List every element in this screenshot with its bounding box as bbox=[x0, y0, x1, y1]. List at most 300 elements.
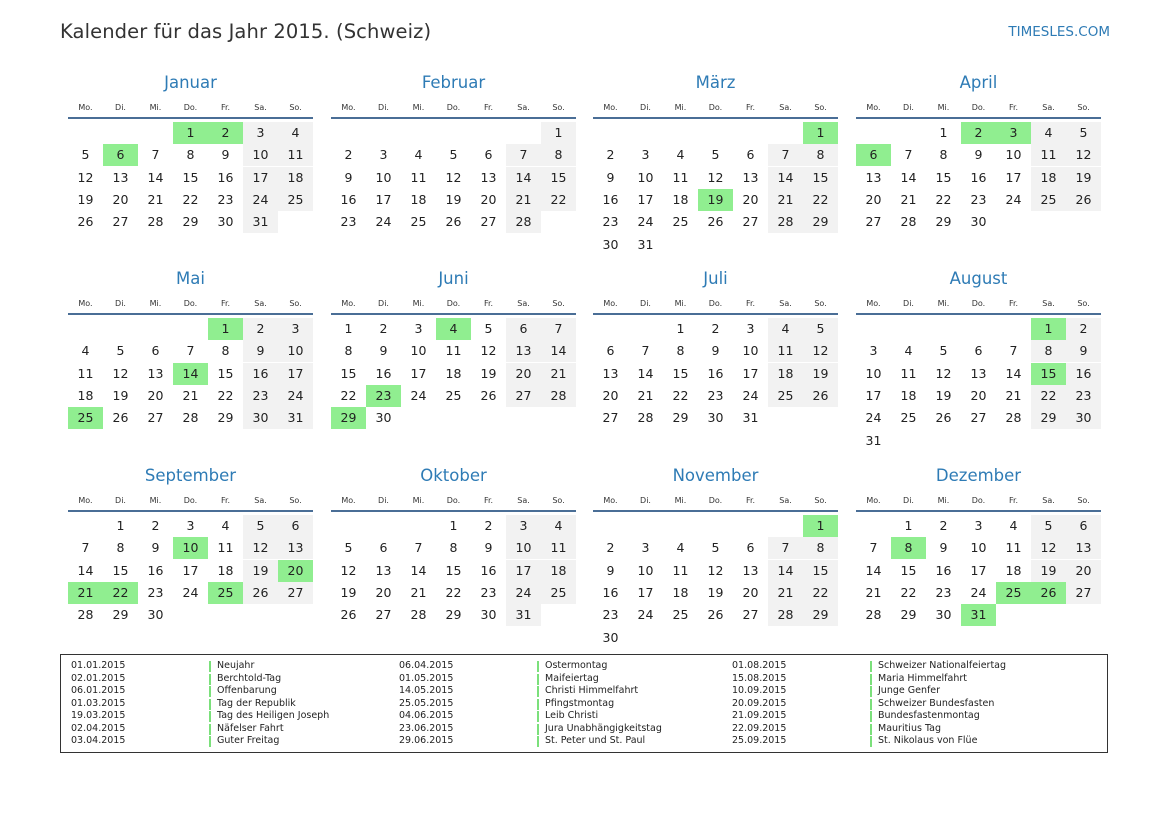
day-cell: 1 bbox=[676, 321, 685, 336]
day-cell: 18 bbox=[768, 363, 803, 385]
day-cell: 27 bbox=[375, 607, 392, 623]
day-cell: 20 bbox=[742, 584, 759, 600]
weekday-label: Do. bbox=[708, 103, 723, 112]
weekday-label: So. bbox=[552, 496, 565, 505]
day-cell: 24 bbox=[1005, 191, 1022, 207]
weekday-label: Do. bbox=[971, 496, 986, 505]
day-cell: 15 bbox=[803, 167, 838, 189]
weekday-label: So. bbox=[814, 103, 827, 112]
day-cell: 20 bbox=[970, 387, 987, 403]
day-cell: 12 bbox=[803, 340, 838, 362]
day-cell: 27 bbox=[970, 410, 987, 426]
day-cell: 27 bbox=[742, 607, 759, 623]
day-cell: 29 bbox=[331, 407, 366, 429]
weekday-label: Mo. bbox=[341, 496, 356, 505]
weekday-label: So. bbox=[289, 103, 302, 112]
day-cell: 22 bbox=[803, 189, 838, 211]
weekday-label: So. bbox=[289, 299, 302, 308]
weekday-label: Sa. bbox=[1042, 496, 1055, 505]
weekday-label: Fr. bbox=[1008, 299, 1019, 308]
day-cell: 24 bbox=[970, 584, 987, 600]
weekday-label: Mo. bbox=[603, 496, 618, 505]
weekday-label: Mo. bbox=[866, 496, 881, 505]
holiday-date: 02.01.2015 bbox=[71, 672, 126, 684]
day-cell: 27 bbox=[742, 214, 759, 230]
day-cell: 19 bbox=[480, 365, 497, 381]
holiday-marker bbox=[537, 699, 539, 710]
month-name: Dezember bbox=[935, 466, 1022, 485]
weekday-label: Mo. bbox=[78, 496, 93, 505]
day-cell: 27 bbox=[112, 214, 129, 230]
day-cell: 7 bbox=[641, 343, 650, 359]
day-cell: 3 bbox=[186, 518, 195, 533]
day-cell: 5 bbox=[344, 540, 353, 556]
day-cell: 18 bbox=[77, 387, 94, 403]
day-cell: 24 bbox=[243, 189, 278, 211]
holiday-date: 25.09.2015 bbox=[732, 735, 787, 746]
day-cell: 31 bbox=[637, 236, 654, 252]
weekday-label: So. bbox=[552, 103, 565, 112]
day-cell: 23 bbox=[480, 584, 497, 600]
day-cell: 19 bbox=[243, 560, 278, 582]
day-cell: 10 bbox=[278, 340, 313, 362]
day-cell: 3 bbox=[869, 343, 878, 359]
day-cell: 23 bbox=[602, 214, 619, 230]
holiday-date: 20.09.2015 bbox=[732, 697, 787, 709]
day-cell: 7 bbox=[81, 540, 90, 556]
day-cell: 19 bbox=[707, 584, 724, 600]
weekday-label: Di. bbox=[903, 496, 914, 505]
day-cell: 3 bbox=[278, 318, 313, 340]
holiday-date: 23.06.2015 bbox=[399, 722, 454, 734]
day-cell: 22 bbox=[935, 191, 952, 207]
day-cell: 13 bbox=[1066, 537, 1101, 559]
day-cell: 20 bbox=[480, 191, 497, 207]
day-cell: 22 bbox=[1031, 385, 1066, 407]
day-cell: 11 bbox=[768, 340, 803, 362]
weekday-label: Mi. bbox=[937, 496, 950, 505]
day-cell: 23 bbox=[340, 214, 357, 230]
day-cell: 13 bbox=[278, 537, 313, 559]
day-cell: 20 bbox=[1066, 560, 1101, 582]
day-cell: 24 bbox=[182, 584, 199, 600]
day-cell: 4 bbox=[81, 343, 90, 359]
day-cell: 14 bbox=[147, 169, 164, 185]
day-cell: 2 bbox=[344, 147, 353, 163]
day-cell: 3 bbox=[996, 122, 1031, 144]
day-cell: 24 bbox=[637, 607, 654, 623]
weekday-label: Fr. bbox=[483, 299, 494, 308]
day-cell: 21 bbox=[506, 189, 541, 211]
weekday-label: Fr. bbox=[1008, 103, 1019, 112]
header-rule bbox=[856, 510, 1101, 512]
holiday-name: Berchtold-Tag bbox=[217, 672, 282, 684]
day-cell: 23 bbox=[707, 387, 724, 403]
day-cell: 9 bbox=[151, 540, 160, 556]
day-cell: 28 bbox=[865, 607, 882, 623]
day-cell: 28 bbox=[147, 214, 164, 230]
day-cell: 27 bbox=[147, 410, 164, 426]
weekday-label: Sa. bbox=[254, 103, 267, 112]
day-cell: 21 bbox=[900, 191, 917, 207]
day-cell: 19 bbox=[112, 387, 129, 403]
day-cell: 17 bbox=[243, 167, 278, 189]
day-cell: 9 bbox=[606, 169, 615, 185]
weekday-label: Di. bbox=[115, 496, 126, 505]
day-cell: 10 bbox=[173, 537, 208, 559]
day-cell: 17 bbox=[182, 562, 199, 578]
holiday-date: 01.01.2015 bbox=[71, 660, 126, 671]
day-cell: 25 bbox=[672, 214, 689, 230]
day-cell: 25 bbox=[208, 582, 243, 604]
day-cell: 21 bbox=[541, 363, 576, 385]
day-cell: 31 bbox=[865, 432, 882, 448]
day-cell: 29 bbox=[112, 607, 129, 623]
holiday-name: St. Nikolaus von Flüe bbox=[878, 735, 978, 746]
day-cell: 7 bbox=[186, 343, 195, 359]
day-cell: 6 bbox=[1066, 515, 1101, 537]
day-cell: 12 bbox=[707, 562, 724, 578]
day-cell: 29 bbox=[217, 410, 234, 426]
header-rule bbox=[68, 510, 313, 512]
day-cell: 29 bbox=[803, 604, 838, 626]
day-cell: 14 bbox=[900, 169, 917, 185]
day-cell: 30 bbox=[970, 214, 987, 230]
day-cell: 13 bbox=[742, 562, 759, 578]
month-name: Februar bbox=[421, 73, 486, 92]
day-cell: 16 bbox=[935, 562, 952, 578]
day-cell: 30 bbox=[243, 407, 278, 429]
day-cell: 14 bbox=[541, 340, 576, 362]
holiday-name: Pfingstmontag bbox=[545, 697, 615, 709]
day-cell: 7 bbox=[1009, 343, 1018, 359]
day-cell: 30 bbox=[1066, 407, 1101, 429]
weekday-label: Do. bbox=[446, 299, 461, 308]
day-cell: 21 bbox=[637, 387, 654, 403]
day-cell: 5 bbox=[484, 321, 493, 336]
day-cell: 25 bbox=[672, 607, 689, 623]
holiday-marker bbox=[537, 736, 539, 747]
day-cell: 5 bbox=[803, 318, 838, 340]
day-cell: 10 bbox=[1005, 147, 1022, 163]
header-rule bbox=[593, 313, 838, 315]
day-cell: 13 bbox=[147, 365, 164, 381]
holiday-marker bbox=[870, 736, 872, 747]
day-cell: 8 bbox=[449, 540, 458, 556]
weekday-label: Mo. bbox=[78, 299, 93, 308]
day-cell: 15 bbox=[900, 562, 917, 578]
weekday-label: Mo. bbox=[341, 299, 356, 308]
day-cell: 25 bbox=[996, 582, 1031, 604]
day-cell: 26 bbox=[1066, 189, 1101, 211]
day-cell: 6 bbox=[278, 515, 313, 537]
weekday-label: So. bbox=[814, 299, 827, 308]
weekday-label: Mo. bbox=[341, 103, 356, 112]
weekday-label: Mi. bbox=[412, 496, 425, 505]
day-cell: 26 bbox=[707, 214, 724, 230]
weekday-label: Mi. bbox=[149, 299, 162, 308]
day-cell: 20 bbox=[506, 363, 541, 385]
day-cell: 11 bbox=[77, 365, 94, 381]
day-cell: 28 bbox=[900, 214, 917, 230]
day-cell: 17 bbox=[865, 387, 882, 403]
day-cell: 31 bbox=[506, 604, 541, 626]
day-cell: 30 bbox=[602, 236, 619, 252]
holiday-marker bbox=[870, 661, 872, 672]
day-cell: 18 bbox=[445, 365, 462, 381]
day-cell: 31 bbox=[278, 407, 313, 429]
day-cell: 4 bbox=[541, 515, 576, 537]
month-name: November bbox=[672, 466, 759, 485]
weekday-label: Sa. bbox=[1042, 103, 1055, 112]
day-cell: 6 bbox=[151, 343, 160, 359]
day-cell: 26 bbox=[243, 582, 278, 604]
day-cell: 24 bbox=[742, 387, 759, 403]
weekday-label: Fr. bbox=[220, 496, 231, 505]
day-cell: 21 bbox=[410, 584, 427, 600]
day-cell: 5 bbox=[81, 147, 90, 163]
day-cell: 16 bbox=[707, 365, 724, 381]
weekday-label: Di. bbox=[903, 103, 914, 112]
day-cell: 3 bbox=[641, 147, 650, 163]
day-cell: 19 bbox=[698, 189, 733, 211]
day-cell: 10 bbox=[375, 169, 392, 185]
day-cell: 25 bbox=[68, 407, 103, 429]
month-name: Juli bbox=[703, 269, 728, 288]
day-cell: 2 bbox=[711, 321, 720, 336]
day-cell: 2 bbox=[243, 318, 278, 340]
day-cell: 25 bbox=[1031, 189, 1066, 211]
weekday-label: Di. bbox=[903, 299, 914, 308]
day-cell: 29 bbox=[935, 214, 952, 230]
day-cell: 11 bbox=[1005, 540, 1022, 556]
day-cell: 26 bbox=[1031, 582, 1066, 604]
holiday-name: Tag der Republik bbox=[217, 697, 296, 709]
header-rule bbox=[331, 117, 576, 119]
weekday-label: Sa. bbox=[254, 299, 267, 308]
holiday-date: 25.05.2015 bbox=[399, 697, 454, 709]
day-cell: 13 bbox=[480, 169, 497, 185]
weekday-label: Mi. bbox=[149, 496, 162, 505]
day-cell: 4 bbox=[1031, 122, 1066, 144]
weekday-label: Di. bbox=[640, 299, 651, 308]
day-cell: 8 bbox=[939, 147, 948, 163]
day-cell: 23 bbox=[217, 191, 234, 207]
day-cell: 31 bbox=[961, 604, 996, 626]
day-cell: 5 bbox=[116, 343, 125, 359]
day-cell: 7 bbox=[904, 147, 913, 163]
weekday-label: So. bbox=[289, 496, 302, 505]
day-cell: 2 bbox=[484, 518, 493, 533]
day-cell: 31 bbox=[243, 211, 278, 233]
day-cell: 26 bbox=[935, 410, 952, 426]
day-cell: 19 bbox=[803, 363, 838, 385]
weekday-label: Do. bbox=[183, 103, 198, 112]
day-cell: 12 bbox=[112, 365, 129, 381]
day-cell: 11 bbox=[410, 169, 427, 185]
day-cell: 13 bbox=[602, 365, 619, 381]
site-link[interactable]: TIMESLES.COM bbox=[1008, 24, 1110, 40]
weekday-label: Mi. bbox=[149, 103, 162, 112]
month-name: Mai bbox=[176, 269, 205, 288]
day-cell: 29 bbox=[182, 214, 199, 230]
day-cell: 15 bbox=[935, 169, 952, 185]
day-cell: 1 bbox=[208, 318, 243, 340]
day-cell: 7 bbox=[541, 318, 576, 340]
holiday-name: Offenbarung bbox=[217, 685, 277, 696]
day-cell: 7 bbox=[414, 540, 423, 556]
day-cell: 21 bbox=[147, 191, 164, 207]
day-cell: 16 bbox=[970, 169, 987, 185]
weekday-label: Sa. bbox=[517, 103, 530, 112]
day-cell: 16 bbox=[340, 191, 357, 207]
day-cell: 24 bbox=[637, 214, 654, 230]
day-cell: 4 bbox=[1009, 518, 1018, 533]
day-cell: 22 bbox=[803, 582, 838, 604]
day-cell: 27 bbox=[506, 385, 541, 407]
day-cell: 13 bbox=[970, 365, 987, 381]
day-cell: 2 bbox=[606, 540, 615, 556]
header-rule bbox=[331, 313, 576, 315]
day-cell: 27 bbox=[602, 410, 619, 426]
holiday-date: 01.08.2015 bbox=[732, 660, 787, 671]
weekday-label: Mo. bbox=[603, 299, 618, 308]
day-cell: 10 bbox=[410, 343, 427, 359]
holiday-marker bbox=[870, 674, 872, 685]
day-cell: 13 bbox=[112, 169, 129, 185]
day-cell: 23 bbox=[970, 191, 987, 207]
month-name: September bbox=[144, 466, 237, 485]
day-cell: 7 bbox=[768, 144, 803, 166]
day-cell: 28 bbox=[1005, 410, 1022, 426]
day-cell: 11 bbox=[217, 540, 234, 556]
weekday-label: Mi. bbox=[412, 103, 425, 112]
weekday-label: So. bbox=[1077, 496, 1090, 505]
weekday-label: Mi. bbox=[937, 299, 950, 308]
weekday-label: Fr. bbox=[745, 103, 756, 112]
holiday-name: Leib Christi bbox=[545, 710, 599, 721]
day-cell: 13 bbox=[375, 562, 392, 578]
weekday-label: Do. bbox=[183, 299, 198, 308]
holiday-date: 19.03.2015 bbox=[71, 710, 126, 721]
day-cell: 1 bbox=[939, 125, 948, 140]
day-cell: 2 bbox=[208, 122, 243, 144]
header-rule bbox=[331, 510, 576, 512]
weekday-label: Mo. bbox=[866, 103, 881, 112]
day-cell: 30 bbox=[602, 629, 619, 645]
day-cell: 25 bbox=[278, 189, 313, 211]
weekday-label: Fr. bbox=[745, 299, 756, 308]
day-cell: 18 bbox=[278, 167, 313, 189]
day-cell: 10 bbox=[742, 343, 759, 359]
weekday-label: Sa. bbox=[517, 496, 530, 505]
day-cell: 2 bbox=[606, 147, 615, 163]
day-cell: 23 bbox=[935, 584, 952, 600]
day-cell: 29 bbox=[672, 410, 689, 426]
day-cell: 5 bbox=[1031, 515, 1066, 537]
day-cell: 6 bbox=[484, 147, 493, 163]
weekday-label: Di. bbox=[115, 299, 126, 308]
weekday-label: Mi. bbox=[412, 299, 425, 308]
day-cell: 22 bbox=[217, 387, 234, 403]
weekday-label: Mo. bbox=[603, 103, 618, 112]
day-cell: 16 bbox=[1066, 363, 1101, 385]
day-cell: 12 bbox=[707, 169, 724, 185]
day-cell: 26 bbox=[340, 607, 357, 623]
weekday-label: So. bbox=[814, 496, 827, 505]
day-cell: 3 bbox=[379, 147, 388, 163]
holiday-marker bbox=[209, 736, 211, 747]
day-cell: 1 bbox=[904, 518, 913, 533]
day-cell: 21 bbox=[865, 584, 882, 600]
day-cell: 9 bbox=[939, 540, 948, 556]
day-cell: 6 bbox=[103, 144, 138, 166]
holiday-marker bbox=[870, 699, 872, 710]
day-cell: 14 bbox=[1005, 365, 1022, 381]
day-cell: 18 bbox=[672, 191, 689, 207]
day-cell: 16 bbox=[217, 169, 234, 185]
holiday-marker bbox=[537, 661, 539, 672]
day-cell: 3 bbox=[974, 518, 983, 533]
day-cell: 4 bbox=[436, 318, 471, 340]
month-name: Juni bbox=[438, 269, 469, 288]
day-cell: 16 bbox=[243, 363, 278, 385]
weekday-label: Fr. bbox=[1008, 496, 1019, 505]
day-cell: 7 bbox=[506, 144, 541, 166]
day-cell: 21 bbox=[182, 387, 199, 403]
day-cell: 12 bbox=[77, 169, 94, 185]
weekday-label: Di. bbox=[640, 103, 651, 112]
day-cell: 2 bbox=[379, 321, 388, 336]
day-cell: 11 bbox=[672, 169, 689, 185]
holiday-name: Mauritius Tag bbox=[878, 722, 942, 734]
holiday-date: 29.06.2015 bbox=[399, 735, 454, 746]
day-cell: 22 bbox=[445, 584, 462, 600]
day-cell: 26 bbox=[445, 214, 462, 230]
day-cell: 20 bbox=[375, 584, 392, 600]
day-cell: 22 bbox=[103, 582, 138, 604]
day-cell: 18 bbox=[410, 191, 427, 207]
holiday-date: 01.03.2015 bbox=[71, 697, 126, 709]
weekday-label: So. bbox=[1077, 103, 1090, 112]
day-cell: 22 bbox=[672, 387, 689, 403]
day-cell: 4 bbox=[904, 343, 913, 359]
day-cell: 15 bbox=[803, 560, 838, 582]
day-cell: 24 bbox=[865, 410, 882, 426]
day-cell: 20 bbox=[147, 387, 164, 403]
day-cell: 8 bbox=[676, 343, 685, 359]
holiday-name: Neujahr bbox=[217, 660, 255, 671]
day-cell: 15 bbox=[112, 562, 129, 578]
holiday-name: Schweizer Bundesfasten bbox=[878, 697, 995, 709]
day-cell: 5 bbox=[939, 343, 948, 359]
day-cell: 15 bbox=[672, 365, 689, 381]
day-cell: 2 bbox=[961, 122, 996, 144]
day-cell: 19 bbox=[935, 387, 952, 403]
day-cell: 5 bbox=[711, 540, 720, 556]
holiday-marker bbox=[537, 724, 539, 735]
day-cell: 31 bbox=[742, 410, 759, 426]
day-cell: 19 bbox=[1031, 560, 1066, 582]
day-cell: 7 bbox=[151, 147, 160, 163]
day-cell: 2 bbox=[151, 518, 160, 533]
day-cell: 14 bbox=[865, 562, 882, 578]
day-cell: 18 bbox=[900, 387, 917, 403]
holiday-date: 21.09.2015 bbox=[732, 710, 787, 721]
day-cell: 11 bbox=[672, 562, 689, 578]
day-cell: 11 bbox=[445, 343, 462, 359]
day-cell: 28 bbox=[506, 211, 541, 233]
